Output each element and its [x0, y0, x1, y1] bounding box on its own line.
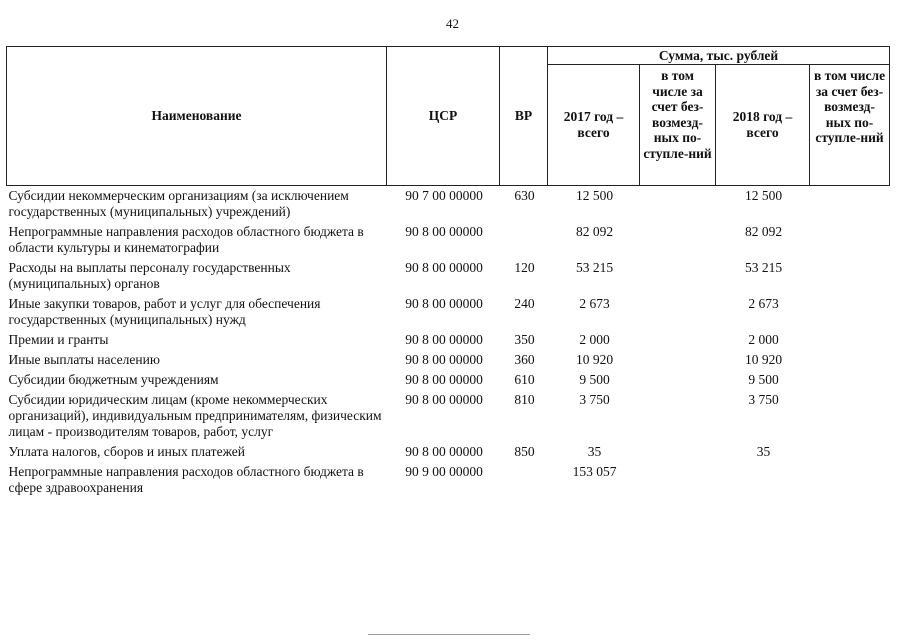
cell-2017-total: 9 500	[579, 372, 610, 387]
cell-csr: 90 8 00 00000	[405, 352, 483, 367]
table-body	[7, 186, 890, 501]
cell-2017-total: 82 092	[575, 224, 614, 239]
cell-2017-total: 12 500	[575, 188, 614, 203]
cell-2017-total: 53 215	[575, 260, 614, 275]
table-row	[7, 352, 890, 372]
cell-2018-total: 3 750	[748, 392, 779, 407]
cell-name: Субсидии юридическим лицам (кроме некоммерческих организаций), индивидуальным предпринимателям, физическим лицам - производителям товаров, работ, услуг	[8, 392, 382, 439]
cell-csr: 90 8 00 00000	[405, 332, 483, 347]
cell-2018-gratuitous	[810, 352, 890, 372]
cell-csr: 90 8 00 00000	[405, 372, 483, 387]
cell-vr: 630	[514, 188, 535, 203]
cell-2018-total: 12 500	[744, 188, 783, 203]
cell-2018-gratuitous	[810, 444, 890, 464]
cell-2018-total	[716, 464, 810, 500]
cell-2017-total: 3 750	[579, 392, 610, 407]
cell-vr: 850	[514, 444, 535, 459]
cell-vr: 240	[514, 296, 535, 311]
cell-2018-gratuitous	[810, 260, 890, 296]
cell-2018-total: 10 920	[744, 352, 783, 367]
cell-name: Непрограммные направления расходов областного бюджета в области культуры и кинематографии	[8, 224, 364, 255]
header-csr: ЦСР	[387, 47, 500, 186]
cell-2017-total: 2 000	[579, 332, 610, 347]
header-vr: ВР	[500, 47, 548, 186]
cell-vr	[500, 224, 548, 260]
cell-vr	[500, 464, 548, 500]
cell-csr: 90 8 00 00000	[405, 260, 483, 275]
cell-2017-gratuitous	[640, 332, 716, 352]
cell-2018-total: 82 092	[744, 224, 783, 239]
table-row	[7, 464, 890, 500]
table-row	[7, 186, 890, 225]
cell-vr: 810	[514, 392, 535, 407]
cell-2018-total: 53 215	[744, 260, 783, 275]
header-name: Наименование	[7, 47, 387, 186]
cell-csr: 90 8 00 00000	[405, 296, 483, 311]
cell-vr: 120	[514, 260, 535, 275]
table-row	[7, 332, 890, 352]
cell-2018-gratuitous	[810, 392, 890, 444]
cell-name: Иные закупки товаров, работ и услуг для обеспечения государственных (муниципальных) нужд	[8, 296, 321, 327]
cell-2018-gratuitous	[810, 296, 890, 332]
budget-table	[6, 46, 890, 500]
header-2018-total: 2018 год – всего	[716, 65, 810, 186]
cell-name: Уплата налогов, сборов и иных платежей	[8, 444, 245, 459]
scan-artifact-line	[368, 634, 530, 635]
cell-2018-total: 2 000	[748, 332, 779, 347]
cell-csr: 90 8 00 00000	[405, 224, 483, 239]
table-row	[7, 372, 890, 392]
page-number: 42	[446, 16, 459, 31]
cell-2018-total: 35	[756, 444, 771, 459]
table-row	[7, 392, 890, 444]
cell-name: Премии и гранты	[8, 332, 109, 347]
cell-2017-total: 10 920	[575, 352, 614, 367]
cell-2017-gratuitous	[640, 186, 716, 225]
cell-csr: 90 7 00 00000	[405, 188, 483, 203]
header-sum-group: Сумма, тыс. рублей	[548, 47, 890, 65]
table-row	[7, 224, 890, 260]
cell-2018-gratuitous	[810, 224, 890, 260]
cell-name: Непрограммные направления расходов областного бюджета в сфере здравоохранения	[8, 464, 364, 495]
cell-2017-gratuitous	[640, 352, 716, 372]
cell-csr: 90 8 00 00000	[405, 444, 483, 459]
cell-vr: 350	[514, 332, 535, 347]
cell-name: Субсидии некоммерческим организациям (за исключением государственных (муниципальных) учреждений)	[8, 188, 349, 219]
cell-name: Расходы на выплаты персоналу государственных (муниципальных) органов	[8, 260, 291, 291]
cell-csr: 90 9 00 00000	[405, 464, 483, 479]
cell-2017-total: 153 057	[572, 464, 617, 479]
table-row	[7, 444, 890, 464]
cell-2017-gratuitous	[640, 260, 716, 296]
cell-2017-total: 35	[587, 444, 602, 459]
cell-2017-total: 2 673	[579, 296, 610, 311]
cell-2018-gratuitous	[810, 464, 890, 500]
table-header	[7, 47, 890, 186]
cell-name: Иные выплаты населению	[8, 352, 160, 367]
cell-2017-gratuitous	[640, 392, 716, 444]
cell-vr: 610	[514, 372, 535, 387]
cell-vr: 360	[514, 352, 535, 367]
cell-2018-total: 9 500	[748, 372, 779, 387]
cell-2017-gratuitous	[640, 224, 716, 260]
header-2017-gratuitous: в том числе за счет без-возмезд-ных по-ступле-ний	[640, 65, 716, 186]
cell-name: Субсидии бюджетным учреждениям	[8, 372, 219, 387]
cell-2018-gratuitous	[810, 372, 890, 392]
cell-2018-total: 2 673	[748, 296, 779, 311]
header-2018-gratuitous: в том числе за счет без-возмезд-ных по-ступле-ний	[810, 65, 890, 186]
cell-2018-gratuitous	[810, 332, 890, 352]
cell-2017-gratuitous	[640, 296, 716, 332]
header-2017-total: 2017 год – всего	[548, 65, 640, 186]
table-row	[7, 260, 890, 296]
cell-csr: 90 8 00 00000	[405, 392, 483, 407]
cell-2017-gratuitous	[640, 464, 716, 500]
cell-2017-gratuitous	[640, 444, 716, 464]
cell-2018-gratuitous	[810, 186, 890, 225]
table-row	[7, 296, 890, 332]
cell-2017-gratuitous	[640, 372, 716, 392]
